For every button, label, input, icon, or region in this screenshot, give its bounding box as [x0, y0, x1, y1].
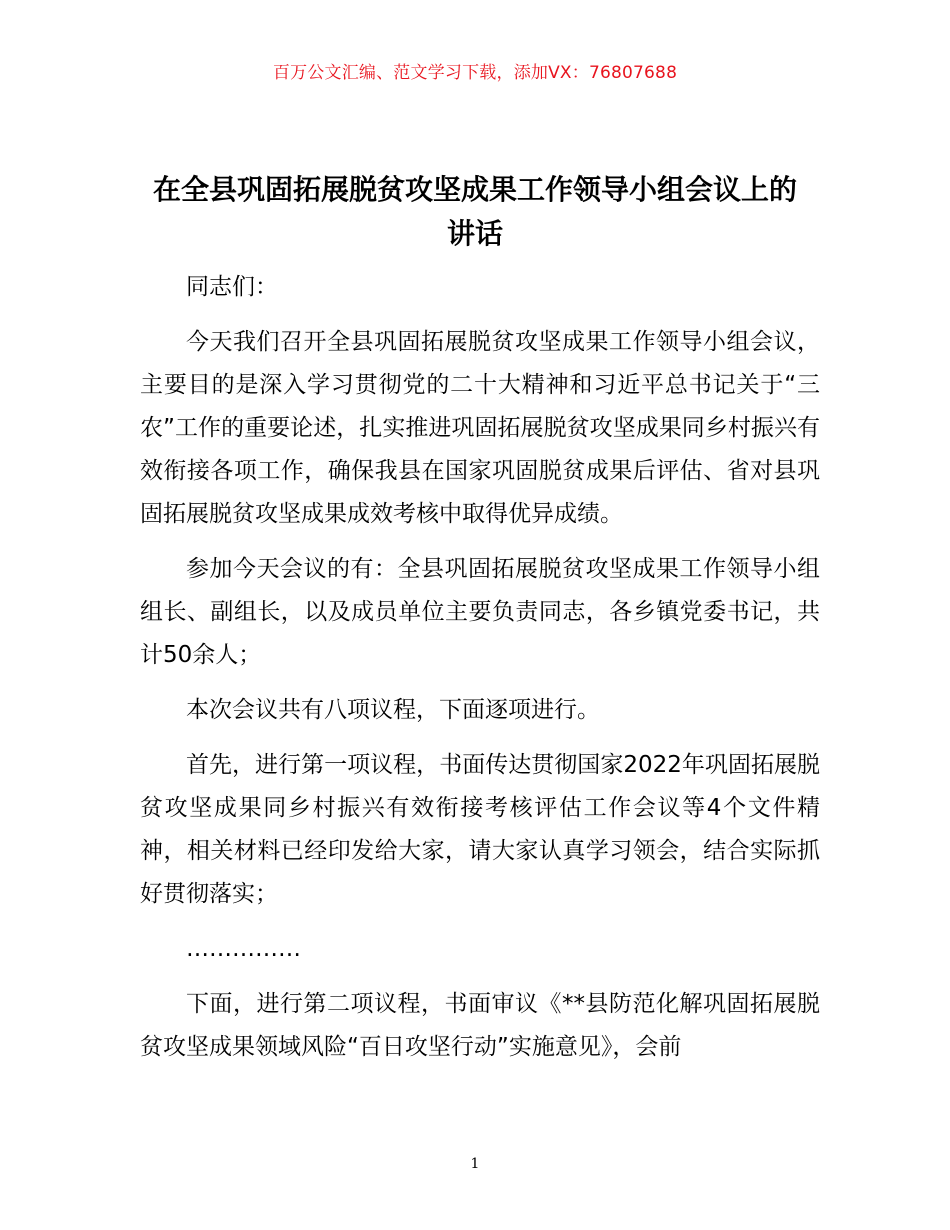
document-title: 在全县巩固拓展脱贫攻坚成果工作领导小组会议上的讲话: [152, 173, 797, 250]
ellipsis-separator: ……………: [186, 936, 301, 962]
paragraph: 本次会议共有八项议程，下面逐项进行。: [186, 697, 600, 723]
document-body: [140, 266, 820, 1081]
paragraph: 今天我们召开全县巩固拓展脱贫攻坚成果工作领导小组会议，主要目的是深入学习贯彻党的二十大精神和习近平总书记关于“三农”工作的重要论述，扎实推进巩固拓展脱贫攻坚成果同乡村振兴有效衔接各项工作，确保我县在国家巩固脱贫成果后评估、省对县巩固拓展脱贫攻坚成果成效考核中取得优异成绩。: [140, 329, 820, 527]
paragraph: 下面，进行第二项议程，书面审议《**县防范化解巩固拓展脱贫攻坚成果领域风险“百日攻坚行动”实施意见》，会前: [140, 991, 820, 1060]
header-watermark: 百万公文汇编、范文学习下载，添加VX：76807688: [272, 63, 678, 83]
paragraph: 参加今天会议的有：全县巩固拓展脱贫攻坚成果工作领导小组组长、副组长，以及成员单位主要负责同志，各乡镇党委书记，共计50余人；: [140, 556, 820, 668]
salutation: 同志们：: [186, 274, 278, 300]
paragraph: 首先，进行第一项议程，书面传达贯彻国家2022年巩固拓展脱贫攻坚成果同乡村振兴有效衔接考核评估工作会议等4个文件精神，相关材料已经印发给大家，请大家认真学习领会，结合实际抓好贯彻落实；: [140, 752, 820, 907]
page-number: 1: [470, 1156, 480, 1172]
